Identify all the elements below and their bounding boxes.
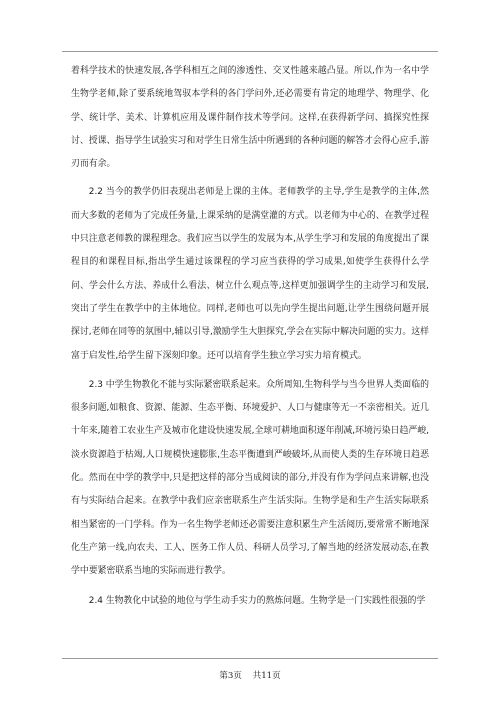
page-footer [0, 669, 500, 681]
header-rule [62, 51, 438, 52]
paragraph-2-3: 2.3 中学生物教化不能与实际紧密联系起来。众所周知,生物科学与当今世界人类面临的很多问题,如粮食、资源、能源、生态平衡、环境爱护、人口与健康等无一不亲密相关。近几十年来,随着工农业生产及城市化建设快速发展,全球可耕地面积逐年削减,环境污染日趋严峻,淡水资源趋于枯竭,人口规模快速膨胀,生态平衡遭到严峻破坏,从而使人类的生存环境日趋恶化。然而在中学的教学中,只是把这样的部分当成阅读的部分,并没有作为学问点来讲解,也没有与实际结合起来。在教学中我们应亲密联系生产生活实际。生物学是和生产生活实际联系相当紧密的一门学科。作为一名生物学老师还必需要注意积累生产生活阅历,要常常不断地深化生产第一线,向农夫、工人、医务工作人员、科研人员学习,了解当地的经济发展动态,在教学中要紧密联系当地的实际而进行教学。 [71, 379, 429, 577]
footer-rule [62, 658, 438, 659]
page-total: 共11页 [252, 671, 281, 681]
document-body [71, 60, 429, 619]
paragraph-continuation: 着科学技术的快速发展,各学科相互之间的渗透性、交叉性越来越凸显。所以,作为一名中学生物学老师,除了要系统地驾驭本学科的各门学问外,还必需要有肯定的地理学、物理学、化学、统计学、美术、计算机应用及课件制作技术等学问。这样,在获得新学问、搞探究性探讨、授课、指导学生试验实习和对学生日常生活中所遇到的各种问题的解答才会得心应手,游刃而有余。 [71, 66, 429, 170]
page-number: 第3页 [219, 671, 242, 681]
paragraph-2-2: 2.2 当今的教学仍旧表现出老师是上课的主体。老师教学的主导,学生是教学的主体,然而大多数的老师为了完成任务量,上课采纳的是满堂灌的方式。以老师为中心的、在教学过程中只注意老师教的课程理念。我们应当以学生的发展为本,从学生学习和发展的角度提出了课程目的和课程目标,指出学生通过该课程的学习应当获得的学习成果,如使学生获得什么学问、学会什么方法、养成什么看法、树立什么观点等,这样更加强调学生的主动学习和发展,突出了学生在教学中的主体地位。同样,老师也可以先向学生提出问题,让学生围绕问题开展探讨,老师在同等的氛围中,辅以引导,激励学生大胆探究,学会在实际中解决问题的实力。这样富于启发性,给学生留下深刻印象。还可以培育学生独立学习实力培育模式。 [71, 187, 429, 361]
paragraph-2-4: 2.4 生物教化中试验的地位与学生动手实力的熬炼问题。生物学是一门实践性很强的学 [88, 595, 426, 606]
